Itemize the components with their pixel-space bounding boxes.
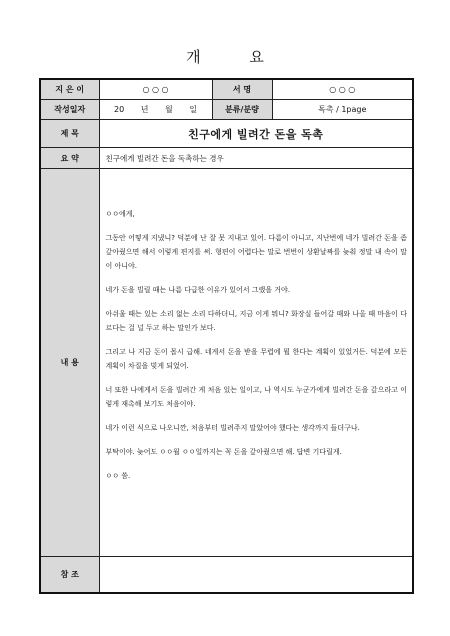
letter-paragraph: 그동안 어떻게 지냈니? 덕분에 난 잘 못 지내고 있어. 다름이 아니고, 지난번에 네가 빌려간 돈을 좀 갚아줬으면 해서 이렇게 편지를 써. 형편이 어렵다는 말로 번번이 상환날짜를 늦춰 정말 내 속이 말이 아니야. (105, 234, 407, 270)
content-label: 내 용 (40, 169, 99, 557)
category-label: 분류/분량 (212, 100, 272, 120)
summary-value: 친구에게 빌려간 돈을 독촉하는 경우 (99, 148, 413, 169)
date-label: 작성일자 (40, 100, 99, 120)
table-row (40, 557, 413, 594)
letter-body (99, 169, 413, 557)
letter-closing: ㅇㅇ 씀. (105, 472, 131, 480)
recipient-value: ○ ○ ○ (272, 79, 413, 100)
letter-paragraph: 그리고 나 지금 돈이 몹시 급해. 네게서 돈을 받을 무렵에 뭘 한다는 계획이 있었거든. 덕분에 모든 계획이 차질을 빚게 되었어. (105, 348, 407, 370)
page-title: 개 요 (186, 48, 286, 66)
summary-label: 요 약 (40, 148, 99, 169)
reference-value (99, 557, 413, 594)
author-label: 지 은 이 (40, 79, 99, 100)
table-row (40, 169, 413, 557)
subject-label: 제 목 (40, 120, 99, 148)
subject-value: 친구에게 빌려간 돈을 독촉 (99, 120, 413, 148)
category-value: 독촉 / 1page (272, 100, 413, 120)
letter-paragraph: 아쉬울 때는 있는 소리 없는 소리 다하더니, 지금 이게 뭐니? 화장실 들어갈 때와 나올 때 마음이 다르다는 걸 널 두고 하는 말인가 보다. (105, 310, 407, 332)
table-row (40, 148, 413, 169)
letter-paragraph: 네가 돈을 빌릴 때는 나름 다급한 이유가 있어서 그랬을 거야. (105, 286, 291, 294)
document-overview-table (39, 78, 414, 594)
letter-greeting: ㅇㅇ에게, (105, 210, 135, 218)
date-value: 20 년 월 일 (99, 100, 212, 120)
table-row (40, 79, 413, 100)
recipient-label: 서 명 (212, 79, 272, 100)
author-value: ○ ○ ○ (99, 79, 212, 100)
table-row (40, 120, 413, 148)
reference-label: 참 조 (40, 557, 99, 594)
letter-paragraph: 네가 이런 식으로 나오니깐, 처음부터 빌려주지 말았어야 했다는 생각까지 들더구나. (105, 424, 360, 432)
letter-paragraph: 부탁이야. 늦어도 ㅇㅇ월 ㅇㅇ일까지는 꼭 돈을 갚아줬으면 해. 답변 기다릴게. (105, 448, 342, 456)
letter-paragraph: 너 또한 나에게서 돈을 빌려간 게 처음 있는 일이고, 나 역시도 누군가에게 빌려간 돈을 갚으라고 이렇게 재촉해 보기도 처음이야. (105, 386, 407, 408)
table-row (40, 100, 413, 120)
